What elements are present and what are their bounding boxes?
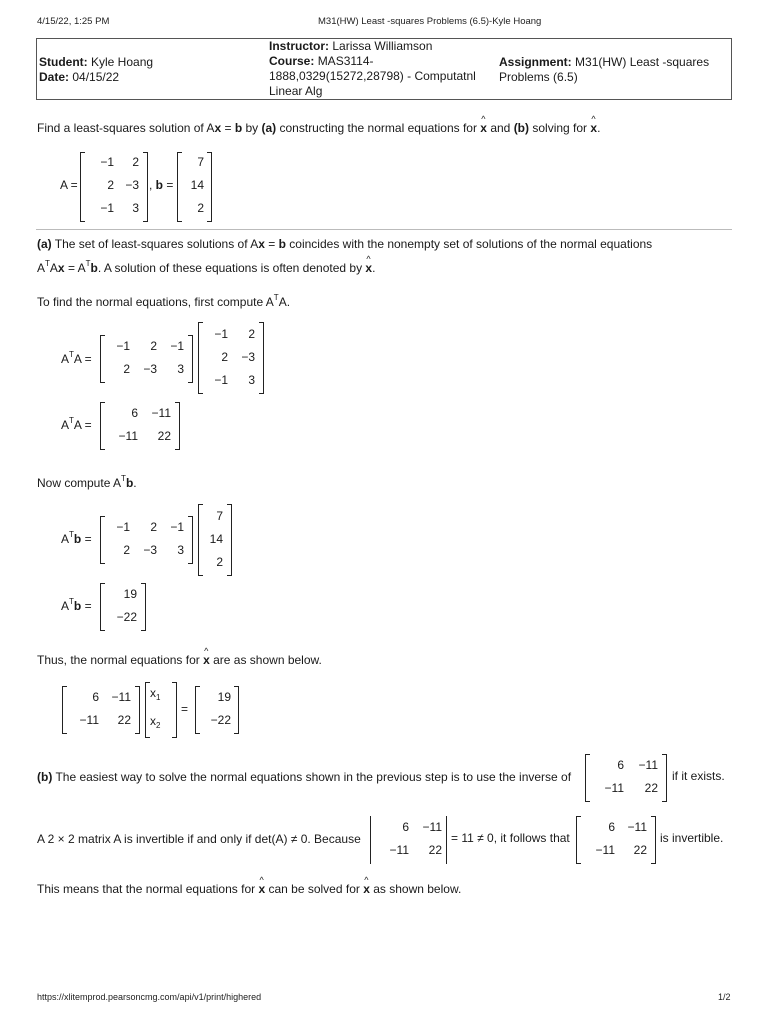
matrix-cell: 7 (216, 509, 223, 523)
assignment-field (499, 55, 709, 70)
instructor-name: Larissa Williamson (332, 39, 433, 53)
bracket-right (188, 335, 193, 383)
part-b-line-2: A 2 × 2 matrix A is invertible if and only if det(A) ≠ 0. Because (37, 832, 361, 846)
matrix-cell: 3 (248, 373, 255, 387)
problem-statement (37, 120, 600, 136)
text: This means that the normal equations for (37, 882, 259, 896)
a-letter: A (49, 261, 58, 275)
footer-url: https://xlitemprod.pearsoncmg.com/api/v1/print/highered (37, 992, 262, 1002)
subscript: 2 (156, 721, 161, 730)
b-bold: b (155, 178, 164, 192)
transpose-sup: T (69, 530, 74, 539)
matrix-cell: −1 (100, 201, 114, 215)
x-var: x (150, 714, 156, 728)
problem-part-a-label: (a) (261, 121, 277, 135)
text: Now compute A (37, 476, 122, 490)
text: = A (64, 261, 86, 275)
transpose-sup: T (85, 259, 91, 268)
instructor-field (269, 39, 432, 54)
transpose-sup: T (69, 350, 74, 359)
transpose-sup: T (69, 416, 74, 425)
print-datetime: 4/15/22, 1:25 PM (37, 16, 110, 27)
x1-entry (150, 686, 170, 702)
date-field (39, 70, 119, 85)
course-line-2: 1888,0329(15272,28798) - Computatnl (269, 69, 476, 83)
b-bold: b (90, 261, 98, 275)
is-invertible-text: is invertible. (660, 831, 724, 845)
period: . (372, 261, 376, 275)
matrix-cell: −1 (116, 520, 130, 534)
date-label: Date: (39, 70, 70, 84)
assignment-line-2: Problems (6.5) (499, 70, 578, 84)
part-b-line-1 (37, 769, 571, 785)
part-a-line-2 (37, 256, 375, 276)
matrix-cell: 2 (132, 155, 139, 169)
text: The easiest way to solve the normal equations shown in the previous step is to use the inverse of (52, 770, 572, 784)
x-hat-symbol: ^ x (258, 881, 265, 897)
b-bold: b (125, 476, 134, 490)
matrix-cell: −11 (111, 690, 131, 704)
assignment-line-1: M31(HW) Least -squares (575, 55, 710, 69)
matrix-cell: 14 (209, 532, 223, 546)
matrix-cell: 3 (177, 362, 184, 376)
transpose-sup: T (45, 259, 50, 268)
if-exists-text: if it exists. (672, 769, 725, 783)
bracket-right (651, 816, 656, 864)
part-a-text: The set of least-squares solutions of A (51, 237, 259, 251)
eq: = (264, 237, 279, 251)
student-field (39, 55, 153, 70)
a-letter: A (61, 532, 70, 546)
matrix-cell: −1 (170, 339, 184, 353)
problem-eq: = (221, 121, 235, 135)
matrix-cell: 2 (150, 520, 157, 534)
matrix-cell: −1 (214, 373, 228, 387)
matrix-cell: 22 (157, 429, 171, 443)
matrix-cell: −11 (604, 781, 624, 795)
b-bold: b (73, 599, 82, 613)
course-field (269, 54, 374, 69)
date-value: 04/15/22 (72, 70, 120, 84)
bracket-right (141, 583, 146, 631)
bracket-left (177, 152, 182, 222)
matrix-cell: 22 (117, 713, 131, 727)
student-label: Student: (39, 55, 88, 69)
matrix-cell: −3 (143, 362, 157, 376)
transpose-sup: T (121, 474, 126, 483)
matrix-cell: 2 (216, 555, 223, 569)
period: . (133, 476, 137, 490)
bracket-left (80, 152, 85, 222)
part-b-line-3 (37, 881, 461, 897)
page-number: 1/2 (718, 992, 731, 1002)
section-divider (36, 229, 732, 230)
matrix-cell: 6 (92, 690, 99, 704)
a-letter: A (61, 599, 70, 613)
x-hat-symbol: ^ x (480, 120, 487, 136)
matrix-cell: 19 (217, 690, 231, 704)
transpose-sup: T (69, 597, 74, 606)
assignment-label: Assignment: (499, 55, 572, 69)
matrix-cell: 6 (131, 406, 138, 420)
matrix-cell: −11 (79, 713, 99, 727)
matrix-cell: −11 (627, 820, 647, 834)
text: A = (73, 418, 92, 432)
atb-result-label (61, 597, 92, 613)
matrix-cell: 14 (190, 178, 204, 192)
b-bold: b (73, 532, 82, 546)
bracket-right (143, 152, 148, 222)
problem-text-4: and (486, 121, 514, 135)
matrix-cell: 2 (107, 178, 114, 192)
ata-result-label (61, 416, 92, 432)
instructor-label: Instructor: (269, 39, 329, 53)
matrix-A-label: A = (60, 178, 78, 192)
matrix-cell: 19 (123, 587, 137, 601)
print-title: M31(HW) Least -squares Problems (6.5)-Kyle Hoang (318, 16, 542, 27)
matrix-cell: 2 (150, 339, 157, 353)
text: A = (73, 352, 92, 366)
comma: , (149, 178, 156, 192)
problem-part-b-label: (b) (513, 121, 530, 135)
matrix-cell: 22 (644, 781, 658, 795)
matrix-cell: 6 (617, 758, 624, 772)
x-hat-symbol: ^ x (363, 881, 370, 897)
x-bold: x (258, 237, 265, 251)
text: as shown below. (369, 882, 462, 896)
bracket-right (234, 686, 239, 734)
problem-x: x (214, 121, 222, 135)
part-a-text: coincides with the nonempty set of solutions of the normal equations (285, 237, 653, 251)
ata-label (61, 350, 92, 366)
bracket-right (172, 682, 177, 738)
bracket-right (259, 322, 264, 394)
x-var: x (150, 686, 156, 700)
matrix-cell: −11 (595, 843, 615, 857)
bracket-right (175, 402, 180, 450)
bracket-right (135, 686, 140, 734)
b-label (149, 178, 173, 192)
matrix-cell: −1 (170, 520, 184, 534)
equals: = (81, 599, 92, 613)
det-bar-right (446, 816, 447, 864)
course-label: Course: (269, 54, 315, 68)
matrix-cell: 7 (197, 155, 204, 169)
bracket-right (207, 152, 212, 222)
course-line-1: MAS3114- (317, 54, 374, 68)
text: can be solved for (265, 882, 364, 896)
matrix-cell: −3 (241, 350, 255, 364)
student-name: Kyle Hoang (91, 55, 154, 69)
matrix-cell: 2 (123, 362, 130, 376)
matrix-cell: 3 (132, 201, 139, 215)
matrix-cell: −3 (143, 543, 157, 557)
matrix-cell: −11 (151, 406, 171, 420)
matrix-cell: 3 (177, 543, 184, 557)
matrix-cell: −11 (389, 843, 409, 857)
matrix-cell: −22 (210, 713, 231, 727)
equals-sign: = (181, 702, 189, 716)
problem-text-2: by (242, 121, 262, 135)
matrix-cell: −11 (638, 758, 658, 772)
text: Thus, the normal equations for (37, 653, 204, 667)
problem-text-3: constructing the normal equations for (276, 121, 481, 135)
matrix-cell: −11 (422, 820, 442, 834)
det-result-text: = 11 ≠ 0, it follows that (451, 831, 570, 845)
bracket-right (188, 516, 193, 564)
det-bar-left (370, 816, 371, 864)
bracket-right (227, 504, 232, 576)
bracket-right (662, 754, 667, 802)
matrix-cell: 22 (633, 843, 647, 857)
normal-eq-intro (37, 652, 322, 668)
problem-text-6: . (597, 121, 601, 135)
part-b-label: (b) (37, 770, 53, 784)
b-bold: b (278, 237, 286, 251)
text: To find the normal equations, first compute A (37, 295, 274, 309)
text: A. (278, 295, 291, 309)
a-letter: A (37, 261, 46, 275)
x-hat-symbol: ^ x (365, 260, 372, 276)
matrix-cell: −11 (118, 429, 138, 443)
matrix-cell: 2 (248, 327, 255, 341)
matrix-cell: 2 (197, 201, 204, 215)
x-hat-symbol: ^ x (203, 652, 210, 668)
matrix-cell: 22 (428, 843, 442, 857)
problem-text-1: Find a least-squares solution of A (37, 121, 215, 135)
text: . A solution of these equations is often denoted by (97, 261, 366, 275)
matrix-cell: −3 (125, 178, 139, 192)
equals: = (81, 532, 92, 546)
course-line-3: Linear Alg (269, 84, 323, 98)
part-a-label: (a) (37, 237, 52, 251)
assignment-info-box (36, 38, 732, 100)
problem-b: b (234, 121, 243, 135)
matrix-cell: −1 (100, 155, 114, 169)
x2-entry (150, 714, 170, 730)
compute-ata-text (37, 290, 290, 310)
compute-atb-text (37, 471, 137, 491)
matrix-cell: 2 (221, 350, 228, 364)
a-letter: A (61, 352, 70, 366)
matrix-cell: −1 (214, 327, 228, 341)
equals: = (163, 178, 174, 192)
subscript: 1 (156, 693, 161, 702)
matrix-cell: 6 (402, 820, 409, 834)
matrix-cell: −1 (116, 339, 130, 353)
x-hat-symbol: ^ x (590, 120, 597, 136)
matrix-cell: 6 (608, 820, 615, 834)
problem-text-5: solving for (529, 121, 591, 135)
part-a-line-1 (37, 236, 652, 252)
matrix-cell: 2 (123, 543, 130, 557)
transpose-sup: T (273, 293, 279, 302)
a-letter: A (61, 418, 70, 432)
atb-label (61, 530, 92, 546)
text: are as shown below. (209, 653, 322, 667)
matrix-cell: −22 (116, 610, 137, 624)
x-bold: x (57, 261, 65, 275)
